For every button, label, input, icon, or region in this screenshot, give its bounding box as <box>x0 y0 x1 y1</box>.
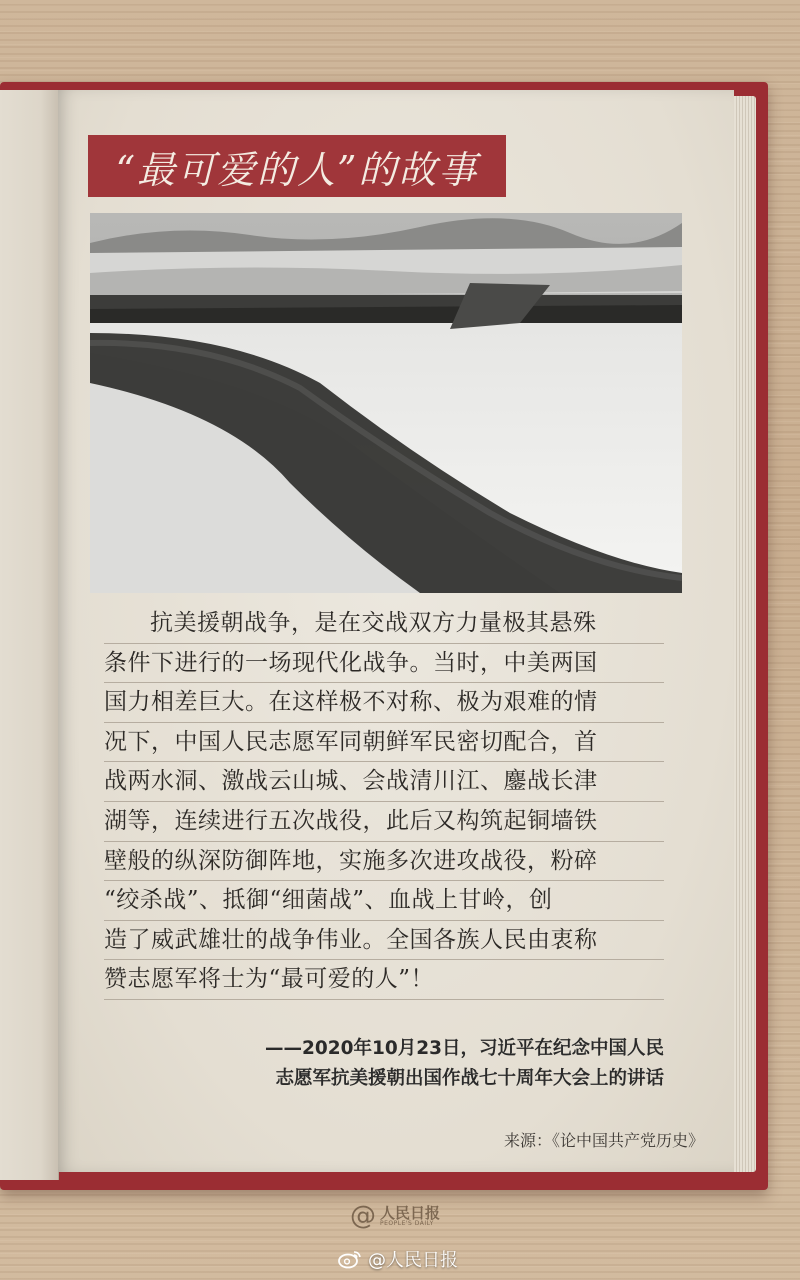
soldiers-crossing-river-image <box>90 213 682 593</box>
source-reference: 来源：《论中国共产党历史》 <box>503 1131 704 1150</box>
body-line: 况下，中国人民志愿军同朝鲜军民密切配合，首 <box>104 723 664 763</box>
body-line: 国力相差巨大。在这样极不对称、极为艰难的情 <box>104 683 664 723</box>
page-title: “最可爱的人”的故事 <box>115 147 479 192</box>
watermark-text <box>380 1203 441 1227</box>
title-banner <box>88 135 506 197</box>
quote-attribution <box>104 1034 664 1094</box>
body-line: “绞杀战”、抵御“细菌战”、血战上甘岭，创 <box>104 881 664 921</box>
article-body <box>104 604 664 1000</box>
watermark-cn: 人民日报 <box>380 1203 441 1222</box>
weibo-handle[interactable]: @人民日报 <box>368 1250 458 1271</box>
body-line: 壁般的纵深防御阵地，实施多次进攻战役，粉碎 <box>104 842 664 882</box>
attribution-line-1: ——2020年10月23日，习近平在纪念中国人民 <box>265 1038 664 1059</box>
left-page <box>0 90 59 1180</box>
watermark-en: PEOPLE'S DAILY <box>380 1219 434 1227</box>
attribution-line-2: 志愿军抗美援朝出国作战七十周年大会上的讲话 <box>275 1068 664 1089</box>
body-line: 战两水洞、激战云山城、会战清川江、鏖战长津 <box>104 762 664 802</box>
body-line: 赞志愿军将士为“最可爱的人”！ <box>104 960 664 1000</box>
body-line: 湖等，连续进行五次战役，此后又构筑起铜墙铁 <box>104 802 664 842</box>
at-icon: @ <box>350 1201 376 1231</box>
body-line: 条件下进行的一场现代化战争。当时，中美两国 <box>104 644 664 684</box>
historical-photo <box>90 213 682 593</box>
body-line: 抗美援朝战争，是在交战双方力量极其悬殊 <box>104 604 664 644</box>
weibo-icon <box>338 1249 362 1269</box>
peoples-daily-watermark <box>350 1196 460 1236</box>
body-line: 造了威武雄壮的战争伟业。全国各族人民由衷称 <box>104 921 664 961</box>
weibo-credit[interactable] <box>338 1244 458 1274</box>
